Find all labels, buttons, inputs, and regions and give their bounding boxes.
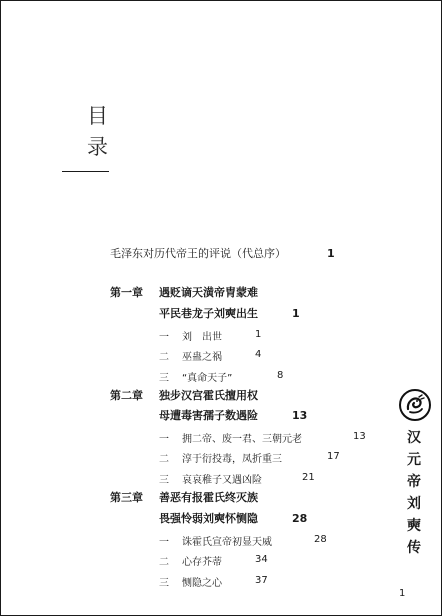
section-page: 37 [255,575,268,586]
book-title-char: 奭 [407,518,421,534]
book-title-char: 刘 [407,496,421,512]
chapter-2-label: 第二章 [110,389,143,402]
vertical-book-title [405,427,423,559]
preface-page: 1 [327,247,335,260]
chapter-2-page: 13 [292,409,308,422]
section-number: 一 [159,537,169,548]
book-title-char: 汉 [407,430,421,446]
section-page: 21 [302,472,315,483]
section-number: 三 [159,475,169,486]
book-title-char: 帝 [407,474,421,490]
section-page: 17 [327,451,340,462]
section-number: 一 [159,332,169,343]
book-title-char: 元 [407,452,421,468]
section-title: 心存芥蒂 [182,557,222,568]
book-title-char: 传 [407,540,421,556]
section-number: 一 [159,434,169,445]
heading-char-lu: 录 [87,135,108,159]
dragon-emblem-icon [399,389,431,421]
section-page: 8 [277,370,284,381]
heading-underline [62,171,109,172]
chapter-2-title-line1[interactable]: 独步汉宫霍氏擅用权 [159,389,258,402]
section-page: 13 [353,431,366,442]
section-title: 诛霍氏宣帝初显天威 [182,537,272,548]
chapter-3-title-line1[interactable]: 善恶有报霍氏终灭族 [159,491,258,504]
chapter-1-title-line2[interactable]: 平民巷龙子刘奭出生 [159,307,258,320]
section-title: 刘 出世 [182,332,222,343]
section-number: 三 [159,373,169,384]
section-title: 哀哀稚子又遇凶险 [182,475,262,486]
section-number: 二 [159,352,169,363]
chapter-1-title-line1[interactable]: 遇贬谪天潢帝胄蒙难 [159,286,258,299]
toc-section[interactable] [159,329,222,344]
section-title: 巫蛊之祸 [182,352,222,363]
chapter-2-title-line2[interactable]: 母遭毒害孺子数遇险 [159,409,258,422]
section-title: 淳于衍投毒，凤折重三 [182,454,282,465]
section-title: 恻隐之心 [182,578,222,589]
toc-section[interactable] [159,472,262,487]
toc-section[interactable] [159,554,222,569]
chapter-1-page: 1 [292,307,300,320]
section-title: 拥二帝、废一君、三朝元老 [182,434,302,445]
chapter-1-label: 第一章 [110,286,143,299]
section-page: 4 [255,349,262,360]
section-number: 二 [159,557,169,568]
page-number: 1 [399,588,406,599]
section-page: 28 [314,534,327,545]
toc-section[interactable] [159,431,302,446]
toc-section[interactable] [159,534,272,549]
toc-preface[interactable] [110,248,286,260]
toc-section[interactable] [159,451,282,466]
toc-section[interactable] [159,370,232,385]
section-page: 34 [255,554,268,565]
chapter-3-label: 第三章 [110,491,143,504]
preface-title: 毛泽东对历代帝王的评说（代总序） [110,247,286,260]
toc-section[interactable] [159,575,222,590]
heading-char-mu: 目 [87,104,108,128]
section-number: 三 [159,578,169,589]
section-title: “真命天子” [182,373,233,384]
section-number: 二 [159,454,169,465]
section-page: 1 [255,329,262,340]
chapter-3-page: 28 [292,512,308,525]
chapter-3-title-line2[interactable]: 畏强怜弱刘奭怀恻隐 [159,512,258,525]
toc-section[interactable] [159,349,222,364]
